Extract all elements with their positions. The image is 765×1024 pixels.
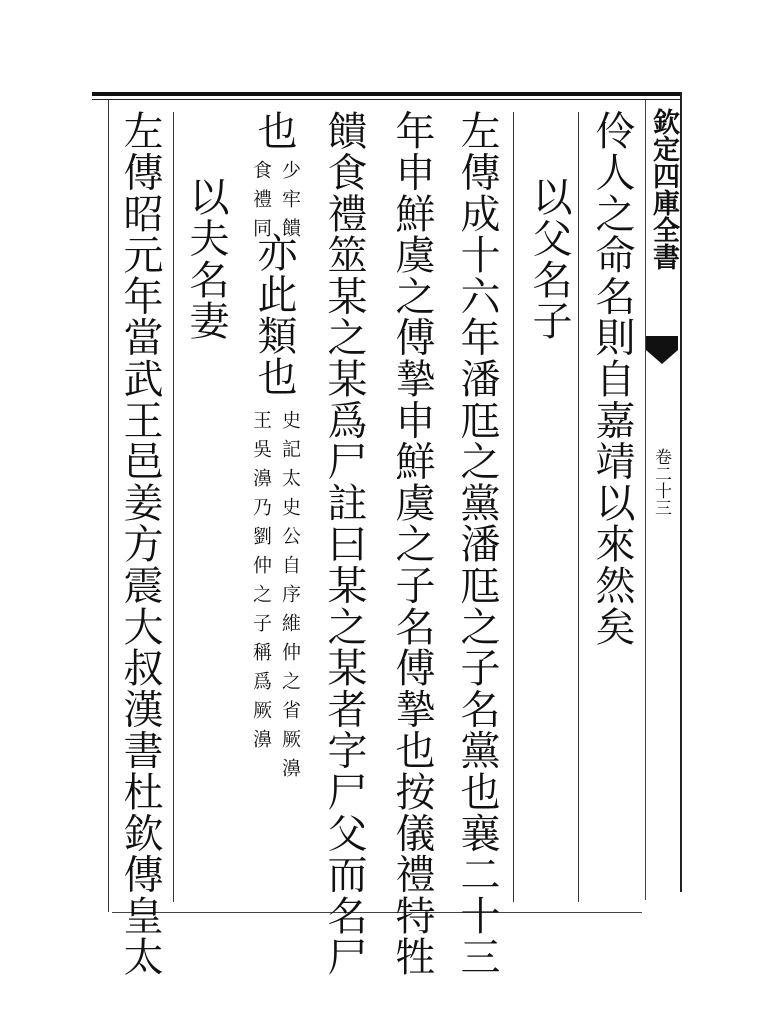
margin-divider xyxy=(645,100,646,900)
column-divider xyxy=(513,112,514,902)
juan-number: 卷二十三 xyxy=(651,448,671,516)
fishtail-mark xyxy=(646,336,678,366)
column-divider xyxy=(578,112,579,902)
interlinear-note-right: 少牢饋 xyxy=(279,160,301,247)
text-column-6-main-b: 亦此類也 xyxy=(251,232,297,398)
book-title: 欽定四庫全書 xyxy=(648,108,679,270)
text-column-3: 左傳成十六年潘尫之黨潘尫之子名黨也襄二十三 xyxy=(454,110,500,978)
text-column-4: 年申鮮虞之傅摯申鮮虞之子名傅摯也按儀禮特牲 xyxy=(389,110,435,978)
text-column-6-main-a: 也 xyxy=(251,110,297,152)
text-column-1: 伶人之命名則自嘉靖以來然矣 xyxy=(589,110,635,647)
interlinear-note-left: 王吳濞乃劉仲之子稱爲厥濞 xyxy=(250,410,272,758)
interlinear-note-left: 食禮同 xyxy=(250,160,272,247)
interlinear-note-right: 史記太史公自序維仲之省厥濞 xyxy=(279,410,301,787)
text-column-8: 左傳昭元年當武王邑姜方震大叔漢書杜欽傳皇太 xyxy=(117,110,163,978)
heading-column-father-names-son: 以父名子 xyxy=(526,176,572,342)
column-divider xyxy=(108,100,109,912)
top-border-thick xyxy=(92,92,682,96)
top-border-thin xyxy=(92,99,682,100)
text-column-5: 饋食禮筮某之某爲尸註曰某之某者字尸父而名尸 xyxy=(321,110,367,978)
heading-column-husband-names-wife: 以夫名妻 xyxy=(183,176,229,342)
column-divider xyxy=(173,112,174,902)
bottom-border xyxy=(112,912,642,913)
right-frame-border xyxy=(680,92,682,892)
